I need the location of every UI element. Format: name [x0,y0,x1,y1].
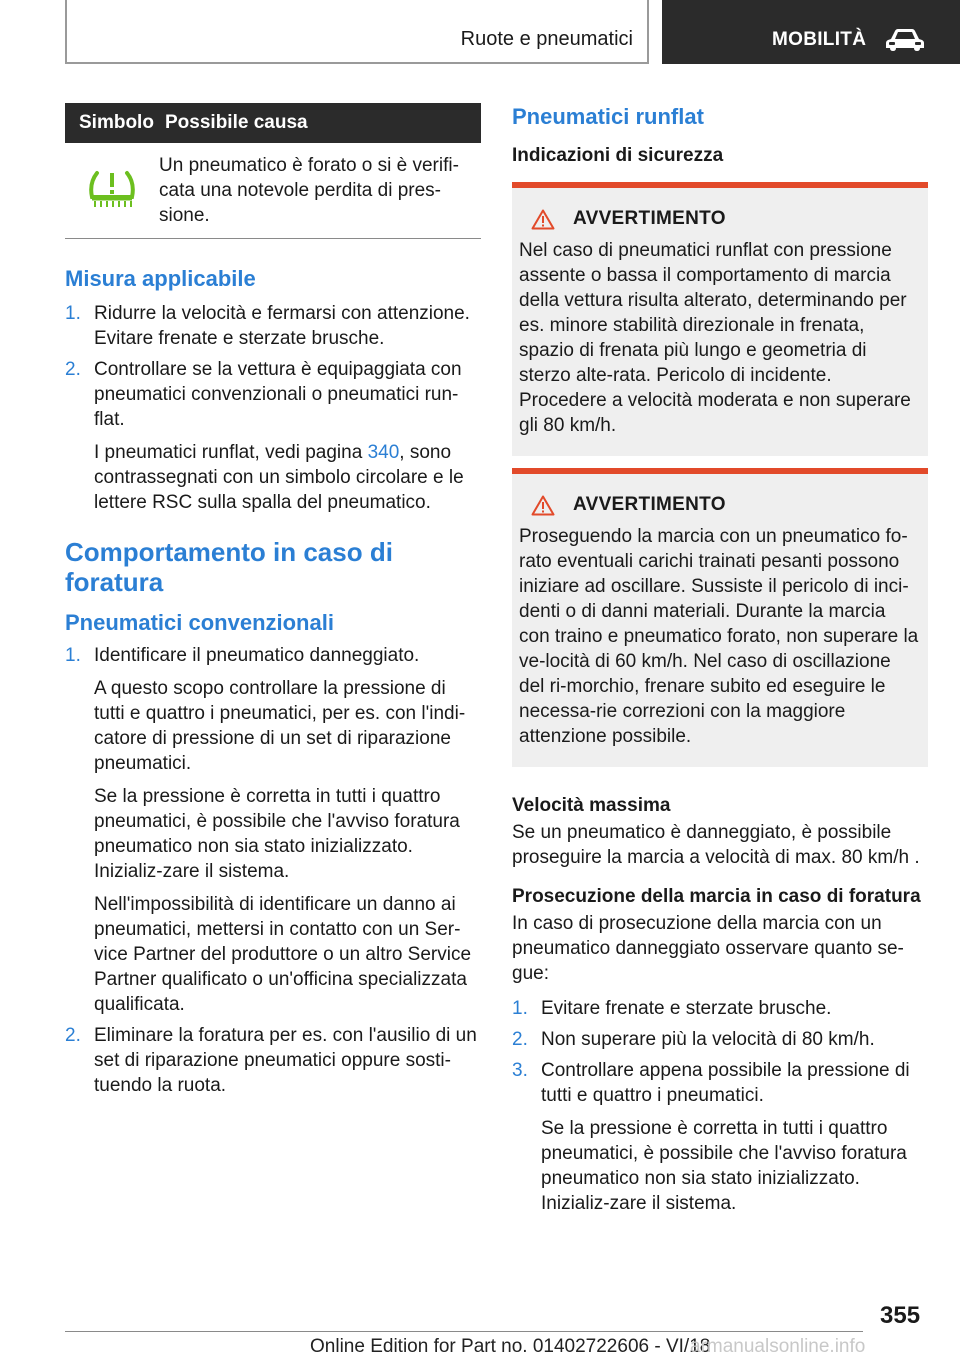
right-column [512,103,928,1216]
step-text: Eliminare la foratura per es. con l'ausilio di un set di riparazione pneumatici oppure sosti-tuendo la ruota. [94,1025,477,1096]
cause-cell: Un pneumatico è forato o si è verifi-cata una notevole perdita di pres-sione. [159,155,459,226]
warning-title-text: AVVERTIMENTO [573,494,726,515]
comportamento-steps [65,643,481,1098]
list-item [65,643,481,1017]
step-paragraph: Nell'impossibilità di identificare un danno ai pneumatici, mettersi in contatto con un Ser-vice Partner del produttore o un altro Service Partner qualificato o un'officina specializzata qualificata. [94,894,472,1015]
safety-title: Indicazioni di sicurezza [512,145,724,166]
note-text: I pneumatici runflat, vedi pagina [94,442,368,463]
continue-body: In caso di prosecuzione della marcia con un pneumatico danneggiato osservare quanto se-gue: [512,913,904,984]
header-section-title: Ruote e pneumatici [460,28,633,50]
warning-triangle-icon [531,209,555,230]
warning-box-2 [512,468,928,767]
footer-divider [65,1331,863,1332]
list-item [512,996,928,1021]
step-text: Non superare più la velocità di 80 km/h. [541,1029,875,1050]
speed-body: Se un pneumatico è danneggiato, è possibile proseguire la marcia a velocità di max. 80 km/h . [512,822,920,868]
step-paragraph: Se la pressione è corretta in tutti i quattro pneumatici, è possibile che l'avviso foratura pneumatico non sia stato inizializzato. Inizializ-zare il sistema. [541,1118,907,1214]
step-paragraph: A questo scopo controllare la pressione di tutti e quattro i pneumatici, per es. con l'indi-catore di pressione di un set di riparazione pneumatici. [94,678,466,774]
symbol-table [65,103,481,239]
warning-title [519,494,920,516]
step-text: Identificare il pneumatico danneggiato. [94,645,420,666]
page-number: 355 [880,1302,921,1329]
step-text: Controllare se la vettura è equipaggiata con pneumatici convenzionali o pneumatici run-flat. [94,359,462,430]
step-number: 1. [65,303,81,324]
warning-body: Proseguendo la marcia con un pneumatico fo-rato eventuali carichi trainati pesanti possono iniziare ad oscillare. Sussiste il pericolo di inci-denti o di danni materiali. Durante la marcia con traino e pneumatico forato, non superare la ve-locità di 60 km/h. Nel caso di oscillazione del ri-morchio, frenare subito ed eseguire le necessa-rie correzioni con la maggiore attenzione possibile. [519,526,919,747]
step-text: Ridurre la velocità e fermarsi con attenzione. Evitare frenate e sterzate brusche. [94,303,470,349]
header-chapter-title: MOBILITÀ [772,29,867,50]
left-column [65,103,481,1098]
step-paragraph: Se la pressione è corretta in tutti i quattro pneumatici, è possibile che l'avviso foratura pneumatico non sia stato inizializzato. Inizializ-zare il sistema. [94,786,460,882]
continue-steps [512,996,928,1216]
car-icon [885,27,925,53]
symbol-cell [65,153,159,228]
header-section-box [65,0,649,64]
step-text: Controllare appena possibile la pressione di tutti e quattro i pneumatici. [541,1060,910,1106]
col-cause-header: Possibile causa [165,112,308,133]
warning-box-1 [512,182,928,456]
tire-pressure-warning-icon [85,167,139,211]
warning-title-text: AVVERTIMENTO [573,208,726,229]
step-number: 1. [65,645,81,666]
speed-title: Velocità massima [512,795,671,816]
warning-body: Nel caso di pneumatici runflat con pressione assente o bassa il comportamento di marcia della vettura risulta alterato, determinando per es. minore stabilità direzionale in frenata, spazio di frenata più lungo e geometria di sterzo alte-rata. Pericolo di incidente. Procedere a velocità moderata e non superare gli 80 km/h. [519,240,911,436]
step-number: 2. [512,1029,528,1050]
symbol-table-row [65,143,481,239]
step-number: 2. [65,359,81,380]
continue-title: Prosecuzione della marcia in caso di foratura [512,886,921,907]
convenzionali-title: Pneumatici convenzionali [65,610,334,635]
header-chapter-box [662,0,960,64]
step-number: 3. [512,1060,528,1081]
symbol-table-header [65,103,481,143]
col-symbol-header: Simbolo [79,112,154,133]
footer-edition: Online Edition for Part no. 01402722606 - VI/18 [310,1336,711,1357]
list-item [512,1058,928,1216]
step-number: 2. [65,1025,81,1046]
runflat-title: Pneumatici runflat [512,104,704,129]
page-header [65,0,960,64]
warning-title [519,208,920,230]
step-text: Evitare frenate e sterzate brusche. [541,998,832,1019]
page-link-340[interactable]: 340 [367,442,400,463]
note-text: , sono contrassegnati con un simbolo circolare e le lettere RSC sulla spalla del pneumatico. [94,442,464,513]
list-item [512,1027,928,1052]
comportamento-title: Comportamento in caso di foratura [65,537,393,597]
misura-steps [65,301,481,515]
step-number: 1. [512,998,528,1019]
warning-triangle-icon [531,495,555,516]
misura-title: Misura applicabile [65,266,256,291]
watermark: armanualsonline.info [690,1336,866,1357]
list-item [65,1023,481,1098]
step-note [94,440,481,515]
list-item [65,357,481,515]
list-item [65,301,481,351]
